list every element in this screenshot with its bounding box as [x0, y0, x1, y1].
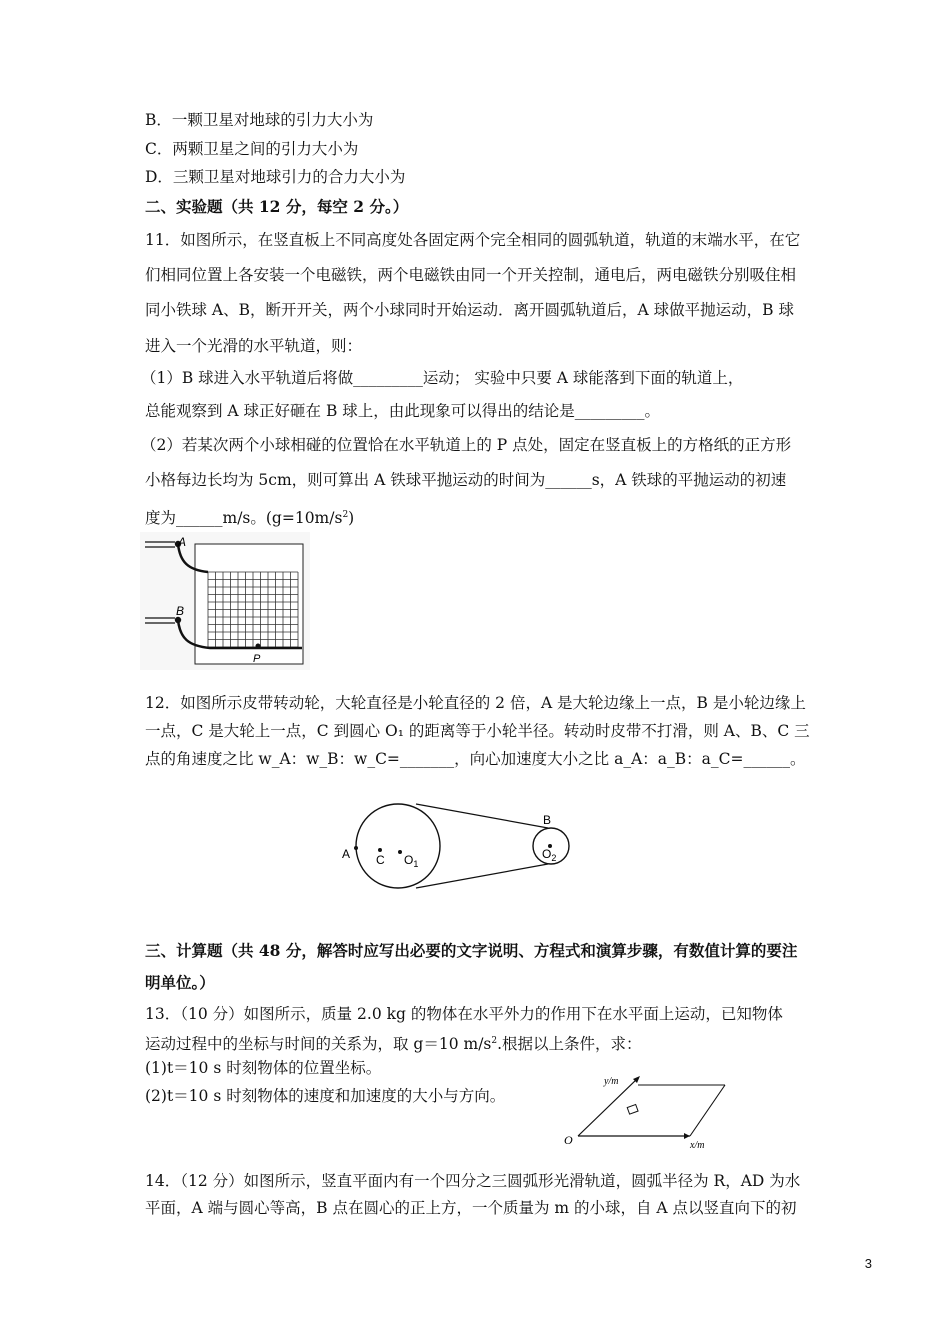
- q11-part1-line-1: （1）B 球进入水平轨道后将做_________运动； 实验中只要 A 球能落到下面的轨道上，: [141, 369, 744, 387]
- q12-belt-pulley-figure: [338, 800, 578, 900]
- q11-part1-line-2: 总能观察到 A 球正好砸在 B 球上，由此现象可以得出的结论是_________。: [145, 402, 661, 420]
- label-b: B: [176, 604, 185, 618]
- axis-y-label: y/m: [604, 1076, 619, 1087]
- q14-line-1: 14．（12 分）如图所示，竖直平面内有一个四分之三圆弧形光滑轨道，圆弧半径为 R，AD 为水: [145, 1172, 801, 1190]
- label-p: P: [253, 653, 261, 665]
- q11-line-3: 同小铁球 A、B，断开开关，两个小球同时开始运动．离开圆弧轨道后，A 球做平抛运动，B 球: [145, 301, 794, 319]
- q11-line-4: 进入一个光滑的水平轨道，则：: [145, 337, 363, 355]
- pulley-label-c: C: [376, 853, 385, 867]
- page-number: 3: [864, 1256, 872, 1271]
- pulley-label-a: A: [342, 847, 351, 861]
- section-2-heading: 二、实验题（共 12 分，每空 2 分。）: [145, 197, 409, 216]
- option-c: C．两颗卫星之间的引力大小为: [145, 140, 359, 158]
- q13-question-2: (2)t＝10 s 时刻物体的速度和加速度的大小与方向。: [145, 1087, 506, 1105]
- q11-part2-line-1: （2）若某次两个小球相碰的位置恰在水平轨道上的 P 点处，固定在竖直板上的方格纸的正方形: [141, 436, 792, 454]
- q12-line-2: 一点，C 是大轮上一点，C 到圆心 O₁ 的距离等于小轮半径。转动时皮带不打滑，则 A、B、C 三: [145, 722, 810, 740]
- axis-x-label: x/m: [690, 1140, 705, 1151]
- q13-plane-figure: [560, 1068, 740, 1154]
- q11-line-1: 11．如图所示，在竖直板上不同高度处各固定两个完全相同的圆弧轨道，轨道的末端水平，在它: [145, 231, 801, 249]
- q13-line-1: 13．（10 分）如图所示，质量 2.0 kg 的物体在水平外力的作用下在水平面上运动，已知物体: [145, 1005, 783, 1023]
- q12-line-3: 点的角速度之比 w_A：w_B：w_C=_______，向心加速度大小之比 a_A：a_B：a_C=______。: [145, 750, 806, 768]
- q11-part2-line-2: 小格每边长均为 5cm，则可算出 A 铁球平抛运动的时间为______s，A 铁球的平抛运动的初速: [145, 471, 787, 489]
- pulley-label-o1: $O_1$: [404, 853, 419, 869]
- origin-label: O: [564, 1133, 573, 1147]
- q14-line-2: 平面，A 端与圆心等高，B 点在圆心的正上方，一个质量为 m 的小球，自 A 点以竖直向下的初: [145, 1199, 797, 1217]
- section-3-heading-line-1: 三、计算题（共 48 分，解答时应写出必要的文字说明、方程式和演算步骤，有数值计算的要注: [145, 941, 798, 960]
- q13-line-2: 运动过程中的坐标与时间的关系为，取 g＝10 $m/s^2$.根据以上条件，求：: [145, 1035, 642, 1053]
- q11-part2-line-3: 度为______m/s。$(g=10m/s^2)$: [145, 509, 355, 527]
- option-b: B．一颗卫星对地球的引力大小为: [145, 111, 374, 129]
- pulley-label-b: B: [543, 813, 552, 827]
- q11-apparatus-figure: [140, 532, 310, 670]
- q12-line-1: 12．如图所示皮带转动轮，大轮直径是小轮直径的 2 倍，A 是大轮边缘上一点，B 是小轮边缘上: [145, 694, 806, 712]
- q11-line-2: 们相同位置上各安装一个电磁铁，两个电磁铁由同一个开关控制，通电后，两电磁铁分别吸住相: [145, 266, 797, 284]
- option-d: D．三颗卫星对地球引力的合力大小为: [145, 168, 406, 186]
- pulley-label-o2: $O_2$: [542, 847, 557, 863]
- label-a: A: [178, 535, 187, 549]
- section-3-heading-line-2: 明单位。）: [145, 973, 215, 992]
- q13-question-1: (1)t＝10 s 时刻物体的位置坐标。: [145, 1059, 382, 1077]
